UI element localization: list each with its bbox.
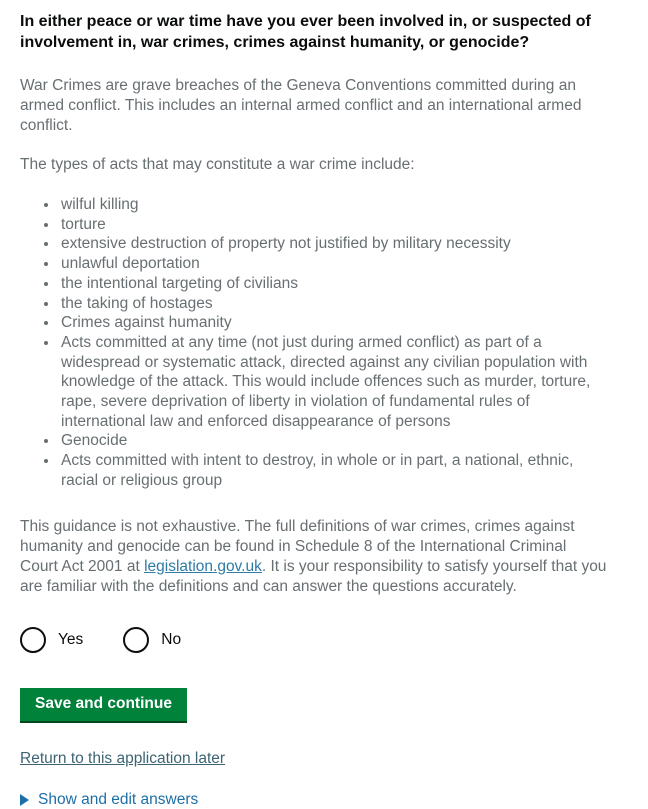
guidance-text-before-link: This guidance is not exhaustive. The full definitions of war crimes, crimes against humanity and genocide can be found in Schedule 8 of the International Criminal Court Act 2001 at bbox=[20, 517, 575, 575]
answer-radio-group bbox=[20, 627, 618, 653]
save-and-continue-button[interactable]: Save and continue bbox=[20, 688, 187, 721]
details-arrow-icon bbox=[20, 794, 29, 806]
war-crimes-definition-text: War Crimes are grave breaches of the Geneva Conventions committed during an armed conflict. This includes an internal armed conflict and an international armed conflict. bbox=[20, 77, 582, 134]
yes-radio-button[interactable] bbox=[20, 627, 46, 653]
list-item: • the taking of hostages bbox=[59, 294, 606, 314]
list-item: • torture bbox=[59, 215, 606, 235]
guidance-text bbox=[20, 517, 608, 597]
show-edit-answers-label: Show and edit answers bbox=[38, 790, 199, 808]
list-item: • wilful killing bbox=[59, 195, 606, 215]
list-item: • extensive destruction of property not justified by military necessity bbox=[59, 234, 606, 254]
no-radio-label: No bbox=[161, 630, 182, 648]
list-item: • Acts committed at any time (not just during armed conflict) as part of a widespread or systematic attack, directed against any civilian population with knowledge of the attack. This would include offences such as murder, torture, rape, severe deprivation of liberty in violation of fundamental rules of international law and enforced disappearance of persons bbox=[59, 333, 606, 432]
list-item: • unlawful deportation bbox=[59, 254, 606, 274]
yes-radio-label: Yes bbox=[58, 630, 84, 648]
list-item: • Crimes against humanity bbox=[59, 313, 606, 333]
legislation-link[interactable]: legislation.gov.uk bbox=[144, 557, 262, 575]
yes-radio-option[interactable] bbox=[20, 627, 83, 653]
return-to-application-link[interactable]: Return to this application later bbox=[20, 749, 226, 767]
war-crime-acts-list bbox=[20, 195, 618, 491]
list-item: • Acts committed with intent to destroy, in whole or in part, a national, ethnic, racial or religious group bbox=[59, 451, 606, 490]
no-radio-option[interactable] bbox=[123, 627, 181, 653]
guidance-text-after-link: . It is your responsibility to satisfy yourself that you are familiar with the definitions and can answer the questions accurately. bbox=[20, 557, 607, 595]
list-item: • the intentional targeting of civilians bbox=[59, 274, 606, 294]
question-heading: In either peace or war time have you ever been involved in, or suspected of involvement in, war crimes, crimes against humanity, or genocide? bbox=[20, 13, 591, 51]
list-item: • Genocide bbox=[59, 431, 606, 451]
show-edit-answers-toggle[interactable] bbox=[20, 791, 618, 809]
list-intro-text: The types of acts that may constitute a war crime include: bbox=[20, 156, 415, 173]
no-radio-button[interactable] bbox=[123, 627, 149, 653]
